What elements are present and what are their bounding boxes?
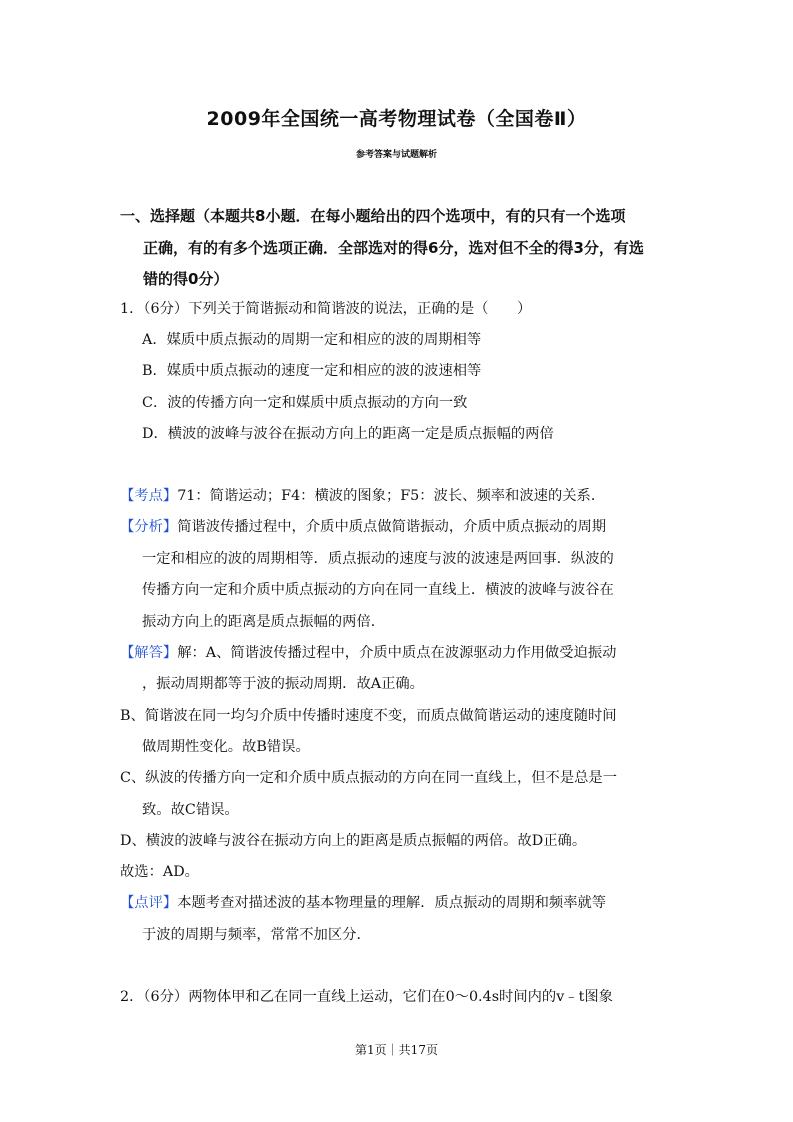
question-2-stem: 2．（6分）两物体甲和乙在同一直线上运动，它们在0～0.4s时间内的v﹣t图象 xyxy=(120,989,613,1005)
fenxi-line-2: 一定和相应的波的周期相等．质点振动的速度与波的波速是两回事．纵波的 xyxy=(142,551,614,567)
jieda-line-1 xyxy=(120,643,616,663)
document-subtitle: 参考答案与试题解析 xyxy=(355,150,437,160)
page-footer: 第1页｜共17页 xyxy=(355,1043,438,1057)
question-1-option-b: B．媒质中质点振动的速度一定和相应的波的波速相等 xyxy=(142,363,482,379)
kaodian-tag: 【考点】 xyxy=(120,488,178,504)
jieda-line-3: B、简谐波在同一均匀介质中传播时速度不变，而质点做简谐运动的速度随时间 xyxy=(120,708,617,724)
jieda-line-5: C、纵波的传播方向一定和介质中质点振动的方向在同一直线上，但不是总是一 xyxy=(120,770,618,786)
kaodian-text: 71：简谐运动；F4：横波的图象；F5：波长、频率和波速的关系． xyxy=(177,488,606,504)
dianping-line-1 xyxy=(120,893,606,913)
question-1-option-a: A．媒质中质点振动的周期一定和相应的波的周期相等 xyxy=(142,332,482,348)
kaodian-line xyxy=(120,486,605,506)
question-1-stem: 1．（6分）下列关于简谐振动和简谐波的说法，正确的是（ ） xyxy=(120,301,532,317)
jieda-line-6: 致。故C错误。 xyxy=(142,802,239,818)
document-title: 2009年全国统一高考物理试卷（全国卷Ⅱ） xyxy=(206,108,587,130)
fenxi-text-1: 简谐波传播过程中，介质中质点做简谐振动，介质中质点振动的周期 xyxy=(177,519,607,535)
section-heading-line-3: 错的得0分） xyxy=(143,270,229,288)
question-1-option-c: C．波的传播方向一定和媒质中质点振动的方向一致 xyxy=(142,395,468,411)
fenxi-tag: 【分析】 xyxy=(120,519,178,535)
jieda-line-7: D、横波的波峰与波谷在振动方向上的距离是质点振幅的两倍。故D正确。 xyxy=(120,833,587,849)
jieda-line-2: ，振动周期都等于波的振动周期．故A正确。 xyxy=(142,676,424,692)
section-heading-line-1: 一、选择题（本题共8小题．在每小题给出的四个选项中，有的只有一个选项 xyxy=(120,207,626,225)
jieda-line-4: 做周期性变化。故B错误。 xyxy=(142,739,310,755)
dianping-tag: 【点评】 xyxy=(120,895,178,911)
fenxi-line-1 xyxy=(120,517,606,537)
jieda-text-1: 解：A、简谐波传播过程中，介质中质点在波源驱动力作用做受迫振动 xyxy=(177,645,617,661)
question-1-option-d: D．横波的波峰与波谷在振动方向上的距离一定是质点振幅的两倍 xyxy=(142,426,554,442)
section-heading-line-2: 正确，有的有多个选项正确．全部选对的得6分，选对但不全的得3分，有选 xyxy=(143,239,644,257)
dianping-text-1: 本题考查对描述波的基本物理量的理解．质点振动的周期和频率就等 xyxy=(177,895,607,911)
dianping-line-2: 于波的周期与频率，常常不加区分． xyxy=(142,927,371,943)
fenxi-line-3: 传播方向一定和介质中质点振动的方向在同一直线上．横波的波峰与波谷在 xyxy=(142,582,614,598)
fenxi-line-4: 振动方向上的距离是质点振幅的两倍． xyxy=(142,614,386,630)
answer-choice-line: 故选：AD。 xyxy=(120,864,199,880)
jieda-tag: 【解答】 xyxy=(120,645,178,661)
